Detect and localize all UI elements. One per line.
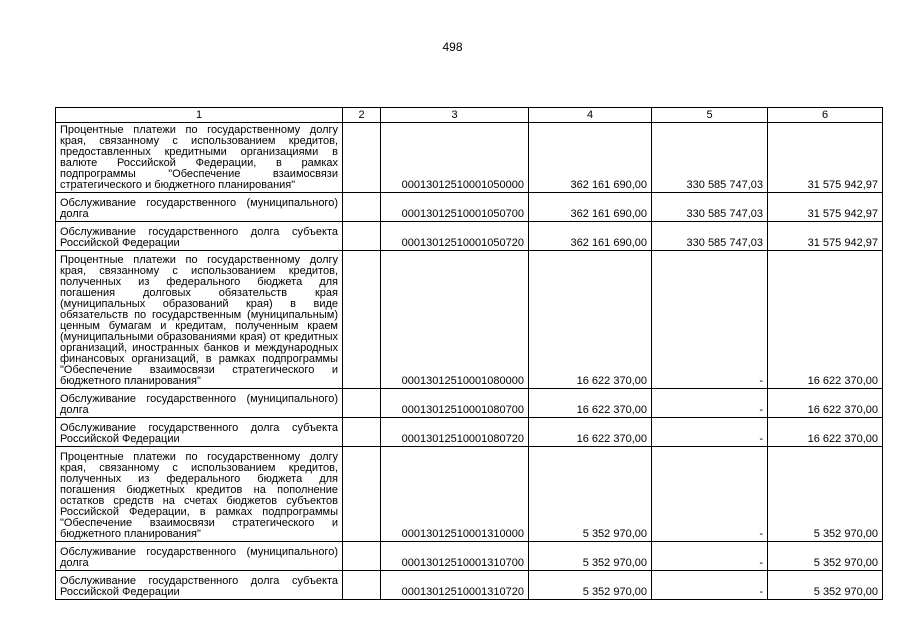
row-value-5: - [652, 389, 768, 418]
column-header-6: 6 [768, 108, 883, 123]
table-row [56, 251, 883, 389]
row-value-6: 16 622 370,00 [768, 389, 883, 418]
column-header-3: 3 [381, 108, 529, 123]
table-row [56, 542, 883, 571]
header-row [56, 108, 883, 123]
row-code: 00013012510001310720 [381, 571, 529, 600]
row-code: 00013012510001050000 [381, 123, 529, 193]
row-col2 [343, 418, 381, 447]
row-name: Обслуживание государственного долга субъекта Российской Федерации [56, 571, 343, 600]
row-col2 [343, 389, 381, 418]
row-value-4: 362 161 690,00 [529, 222, 652, 251]
row-name: Обслуживание государственного (муниципального) долга [56, 193, 343, 222]
row-value-6: 5 352 970,00 [768, 571, 883, 600]
row-name: Процентные платежи по государственному долгу края, связанному с использованием кредитов, предоставленных кредитными организациями в валюте Российской Федерации, в рамках подпрограммы "Обеспечение взаимосвязи стратегического и бюджетного планирования" [56, 123, 343, 193]
row-code: 00013012510001310700 [381, 542, 529, 571]
row-col2 [343, 571, 381, 600]
row-value-5: 330 585 747,03 [652, 222, 768, 251]
table-row [56, 571, 883, 600]
table-row [56, 193, 883, 222]
row-value-6: 31 575 942,97 [768, 193, 883, 222]
row-value-4: 5 352 970,00 [529, 447, 652, 542]
row-value-5: - [652, 571, 768, 600]
row-code: 00013012510001080720 [381, 418, 529, 447]
row-col2 [343, 542, 381, 571]
row-value-5: - [652, 418, 768, 447]
row-value-5: 330 585 747,03 [652, 193, 768, 222]
row-name: Процентные платежи по государственному долгу края, связанному с использованием кредитов, полученных из федерального бюджета для погашения бюджетных кредитов на пополнение остатков средств на счетах бюджетов субъектов Российской Федерации, в рамках подпрограммы "Обеспечение взаимосвязи стратегического и бюджетного планирования" [56, 447, 343, 542]
row-value-6: 5 352 970,00 [768, 447, 883, 542]
row-code: 00013012510001310000 [381, 447, 529, 542]
row-col2 [343, 123, 381, 193]
table-row [56, 123, 883, 193]
table-row [56, 447, 883, 542]
row-value-4: 16 622 370,00 [529, 389, 652, 418]
column-header-2: 2 [343, 108, 381, 123]
row-code: 00013012510001050720 [381, 222, 529, 251]
row-name: Обслуживание государственного долга субъекта Российской Федерации [56, 222, 343, 251]
row-value-6: 31 575 942,97 [768, 123, 883, 193]
column-header-4: 4 [529, 108, 652, 123]
row-value-6: 5 352 970,00 [768, 542, 883, 571]
row-value-4: 5 352 970,00 [529, 542, 652, 571]
row-name: Обслуживание государственного (муниципального) долга [56, 389, 343, 418]
row-name: Обслуживание государственного долга субъекта Российской Федерации [56, 418, 343, 447]
row-name: Обслуживание государственного (муниципального) долга [56, 542, 343, 571]
row-value-4: 16 622 370,00 [529, 418, 652, 447]
row-value-6: 16 622 370,00 [768, 251, 883, 389]
row-value-5: - [652, 251, 768, 389]
row-value-4: 362 161 690,00 [529, 193, 652, 222]
column-header-5: 5 [652, 108, 768, 123]
row-value-5: - [652, 542, 768, 571]
row-value-4: 16 622 370,00 [529, 251, 652, 389]
row-code: 00013012510001080000 [381, 251, 529, 389]
table-row [56, 418, 883, 447]
row-col2 [343, 193, 381, 222]
budget-table [55, 107, 883, 600]
row-col2 [343, 222, 381, 251]
row-value-4: 362 161 690,00 [529, 123, 652, 193]
row-code: 00013012510001050700 [381, 193, 529, 222]
row-value-6: 31 575 942,97 [768, 222, 883, 251]
row-value-5: 330 585 747,03 [652, 123, 768, 193]
row-name: Процентные платежи по государственному долгу края, связанному с использованием кредитов, полученных из федерального бюджета для погашения долговых обязательств края (муниципальных образований края) в виде обязательств по государственным (муниципальным) ценным бумагам и кредитам, полученным краем (муниципальными образованиями края) от кредитных организаций, иностранных банков и международных финансовых организаций, в рамках подпрограммы "Обеспечение взаимосвязи стратегического и бюджетного планирования" [56, 251, 343, 389]
row-col2 [343, 447, 381, 542]
row-value-4: 5 352 970,00 [529, 571, 652, 600]
page-number: 498 [442, 40, 463, 54]
table-row [56, 222, 883, 251]
row-value-6: 16 622 370,00 [768, 418, 883, 447]
row-code: 00013012510001080700 [381, 389, 529, 418]
row-col2 [343, 251, 381, 389]
column-header-1: 1 [56, 108, 343, 123]
table-row [56, 389, 883, 418]
row-value-5: - [652, 447, 768, 542]
